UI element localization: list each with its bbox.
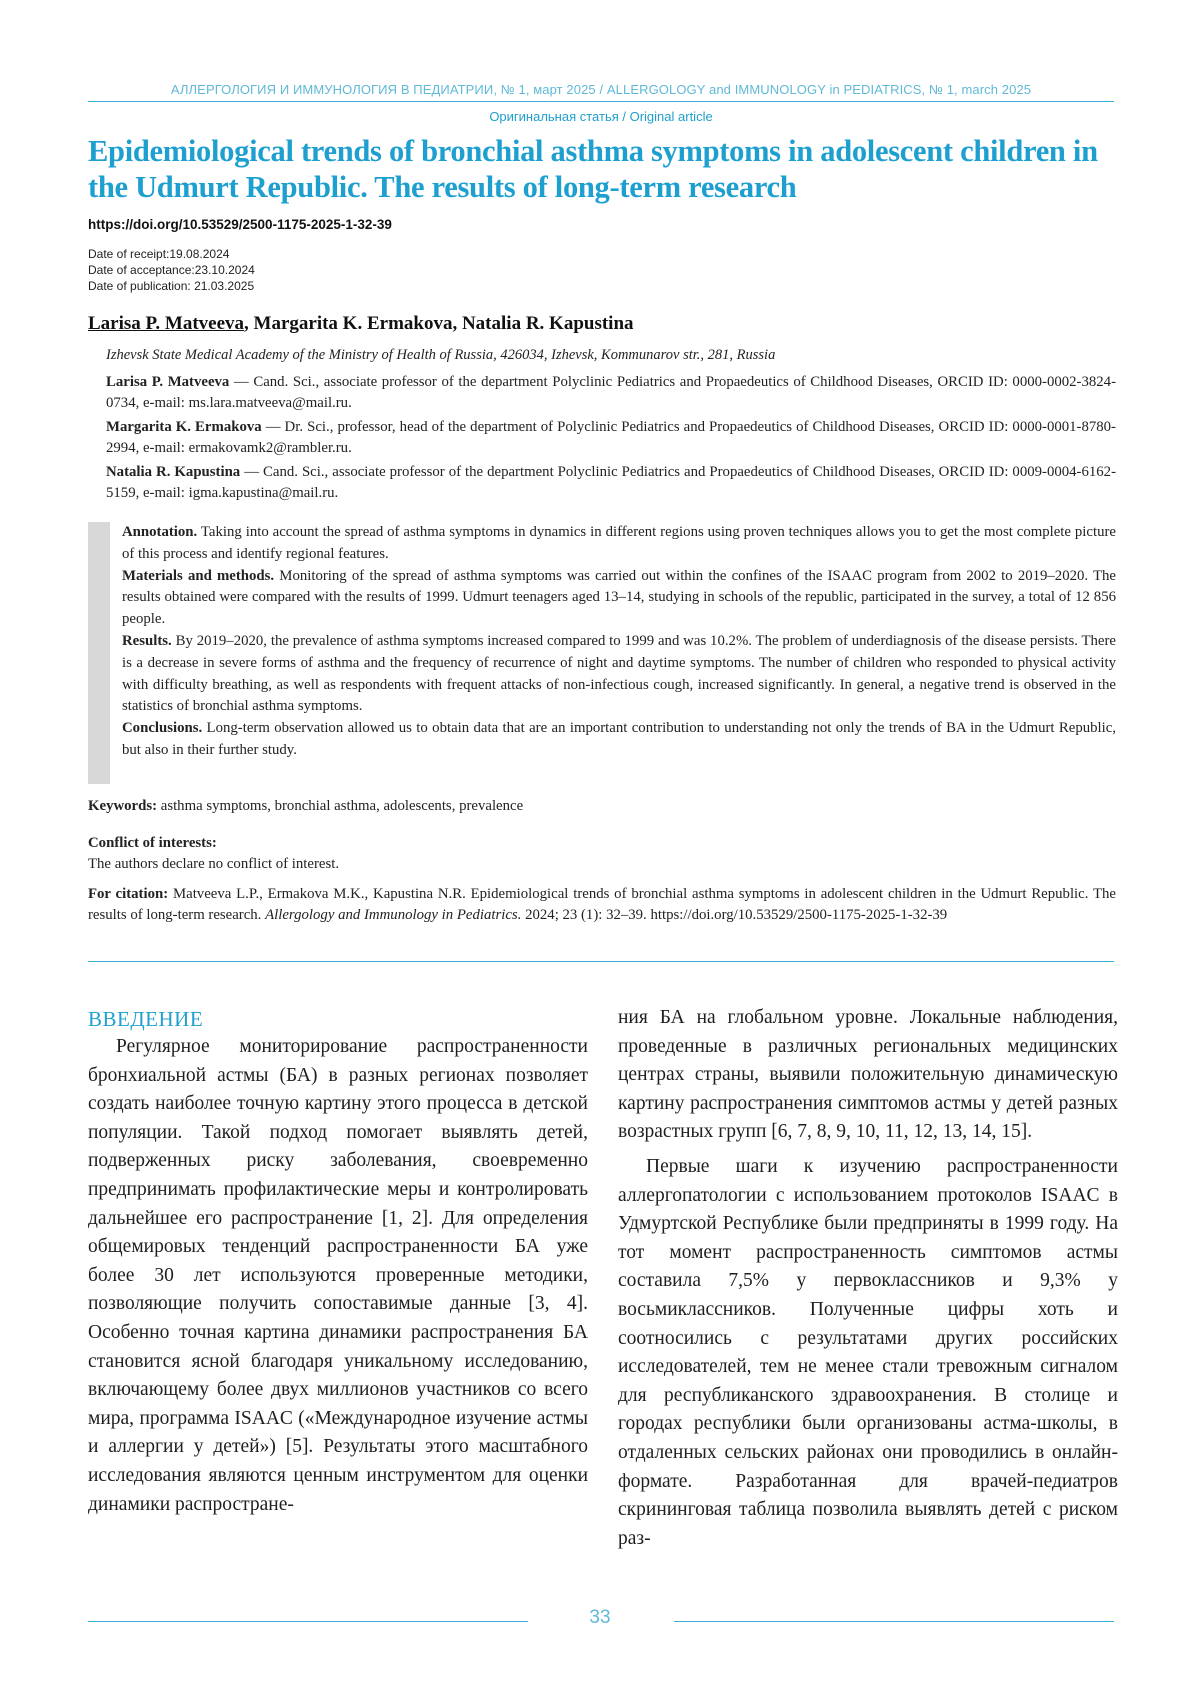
page-number: 33 bbox=[589, 1607, 611, 1628]
author-info-2 bbox=[106, 417, 1116, 459]
article-title: Epidemiological trends of bronchial asthma symptoms in adolescent children in the Udmurt Republic. The results of long-term research bbox=[88, 134, 1098, 204]
author-info-details: — Cand. Sci., associate professor of the department Polyclinic Pediatrics and Propaedeutics of Childhood Diseases, ORCID ID: 0009-0004-6162-5159, e-mail: igma.kapustina@mail.ru. bbox=[106, 464, 1116, 501]
citation bbox=[88, 884, 1116, 926]
abstract-conclusions-text: Long-term observation allowed us to obtain data that are an important contribution to understanding not only the trends of BA in the Udmurt Republic, but also in their further study. bbox=[122, 720, 1116, 758]
footer-line-right bbox=[674, 1621, 1114, 1622]
author-info-details: — Dr. Sci., professor, head of the department of Polyclinic Pediatrics and Propaedeutics of Childhood Diseases, ORCID ID: 0000-0001-8780-2994, e-mail: ermakovamk2@rambler.ru. bbox=[106, 419, 1116, 456]
citation-label: For citation: bbox=[88, 886, 169, 902]
abstract-results-label: Results. bbox=[122, 632, 172, 649]
date-of-acceptance: Date of acceptance:23.10.2024 bbox=[88, 263, 255, 277]
author-info-3 bbox=[106, 462, 1116, 504]
abstract-methods bbox=[122, 566, 1116, 631]
journal-running-header: АЛЛЕРГОЛОГИЯ И ИММУНОЛОГИЯ В ПЕДИАТРИИ, № 1, март 2025 / ALLERGOLOGY and IMMUNOLOGY in PEDIATRICS, № 1, march 2025 bbox=[170, 82, 1032, 97]
section-heading-introduction: ВВЕДЕНИЕ bbox=[88, 1007, 204, 1031]
abstract-results-text: By 2019–2020, the prevalence of asthma symptoms increased compared to 1999 and was 10.2%. The problem of underdiagnosis of the disease persists. There is a decrease in severe forms of asthma and the frequency of recurrence of night and daytime symptoms. The number of children who responded to physical activity with difficulty breathing, as well as respondents with frequent attacks of non-infectious cough, increased significantly. In general, a negative trend is observed in the statistics of bronchial asthma symptoms. bbox=[122, 632, 1116, 715]
body-column-right bbox=[618, 1004, 1118, 1553]
article-dates bbox=[88, 246, 255, 294]
paragraph: ния БА на глобальном уровне. Локальные наблюдения, проведенные в различных региональных медицинских центрах страны, выявили положительную динамическую картину распространения симптомов астмы у детей разных возрастных групп [6, 7, 8, 9, 10, 11, 12, 13, 14, 15]. bbox=[618, 1007, 1118, 1143]
conflict-text: The authors declare no conflict of interest. bbox=[88, 856, 340, 872]
abstract-annotation-label: Annotation. bbox=[122, 524, 198, 540]
conflict-of-interests bbox=[88, 833, 1116, 875]
abstract-methods-label: Materials and methods. bbox=[122, 567, 275, 584]
abstract-annotation-text: Taking into account the spread of asthma symptoms in dynamics in different regions using proven techniques allows you to get the most complete picture of this process and identify regional features. bbox=[122, 524, 1116, 562]
keywords-text: asthma symptoms, bronchial asthma, adolescents, prevalence bbox=[157, 798, 524, 814]
abstract-conclusions bbox=[122, 718, 1116, 762]
paragraph: Первые шаги к изучению распространенности аллергопатологии с использованием протоколов ISAAC в Удмуртской Республике были предприняты в 1999 году. На тот момент распространенность симптомов астмы составила 7,5% у первоклассников и 9,3% у восьмиклассников. Полученные цифры хоть и соотносились с результатами других российских исследователей, тем не менее стали тревожным сигналом для республиканского здравоохранения. В столице и городах республики были организованы астма-школы, в отдаленных сельских районах они проводились в онлайн-формате. Разработанная для врачей-педиатров скрининговая таблица позволила выявлять детей с риском раз- bbox=[618, 1155, 1118, 1549]
corresponding-author: Larisa P. Matveeva bbox=[88, 313, 245, 334]
citation-tail: 2024; 23 (1): 32–39. https://doi.org/10.53529/2500-1175-2025-1-32-39 bbox=[521, 907, 948, 923]
abstract-block bbox=[88, 522, 1116, 784]
abstract-side-bar bbox=[88, 522, 110, 784]
author-list bbox=[88, 313, 634, 335]
abstract-conclusions-label: Conclusions. bbox=[122, 720, 203, 737]
date-of-receipt: Date of receipt:19.08.2024 bbox=[88, 247, 230, 261]
footer-line-left bbox=[88, 1621, 528, 1622]
citation-text: Matveeva L.P., Ermakova M.K., Kapustina N.R. Epidemiological trends of bronchial asthma symptoms in adolescent children in the Udmurt Republic. The results of long-term research. bbox=[88, 886, 1116, 923]
keywords bbox=[88, 796, 1116, 817]
keywords-label: Keywords: bbox=[88, 798, 158, 814]
abstract-text bbox=[122, 522, 1116, 762]
conflict-label: Conflict of interests: bbox=[88, 835, 217, 851]
body-column-left bbox=[88, 1033, 588, 1519]
abstract-results bbox=[122, 631, 1116, 718]
body-divider bbox=[88, 961, 1114, 962]
abstract-methods-text: Monitoring of the spread of asthma symptoms was carried out within the confines of the ISAAC program from 2002 to 2019–2020. The results obtained were compared with the results of 1999. Udmurt teenagers aged 13–14, studying in schools of the republic, participated in the survey, a total of 12 856 people. bbox=[122, 567, 1116, 628]
abstract-annotation bbox=[122, 522, 1116, 566]
header-divider bbox=[88, 101, 1114, 102]
author-info-name: Natalia R. Kapustina bbox=[106, 464, 241, 480]
author-info-1 bbox=[106, 372, 1116, 414]
citation-journal: Allergology and Immunology in Pediatrics. bbox=[265, 907, 522, 923]
author-info-name: Larisa P. Matveeva bbox=[106, 374, 230, 390]
date-of-publication: Date of publication: 21.03.2025 bbox=[88, 279, 255, 293]
paragraph: Регулярное мониторирование распространенности бронхиальной астмы (БА) в разных регионах позволяет создать наиболее точную картину этого процесса в детской популяции. Такой подход помогает выявлять детей, подверженных риску заболевания, своевременно предпринимать профилактические меры и контролировать дальнейшее его распространение [1, 2]. Для определения общемировых тенденций распространенности БА уже более 30 лет используются проверенные методики, позволяющие получить сопоставимые данные [3, 4]. Особенно точная картина динамики распространения БА становится ясной благодаря уникальному исследованию, включающему более двух миллионов участников со всего мира, программа ISAAC («Международное изучение астмы и аллергии у детей») [5]. Результаты этого масштабного исследования являются ценным инструментом для оценки динамики распростране- bbox=[88, 1036, 588, 1515]
co-authors: , Margarita K. Ermakova, Natalia R. Kapustina bbox=[244, 313, 634, 334]
affiliation: Izhevsk State Medical Academy of the Ministry of Health of Russia, 426034, Izhevsk, Kommunarov str., 281, Russia bbox=[106, 347, 776, 363]
author-info-details: — Cand. Sci., associate professor of the department Polyclinic Pediatrics and Propaedeutics of Childhood Diseases, ORCID ID: 0000-0002-3824-0734, e-mail: ms.lara.matveeva@mail.ru. bbox=[106, 374, 1116, 411]
doi-link[interactable]: https://doi.org/10.53529/2500-1175-2025-1-32-39 bbox=[88, 217, 392, 232]
author-info-name: Margarita K. Ermakova bbox=[106, 419, 262, 435]
article-type-label: Оригинальная статья / Original article bbox=[489, 109, 713, 124]
